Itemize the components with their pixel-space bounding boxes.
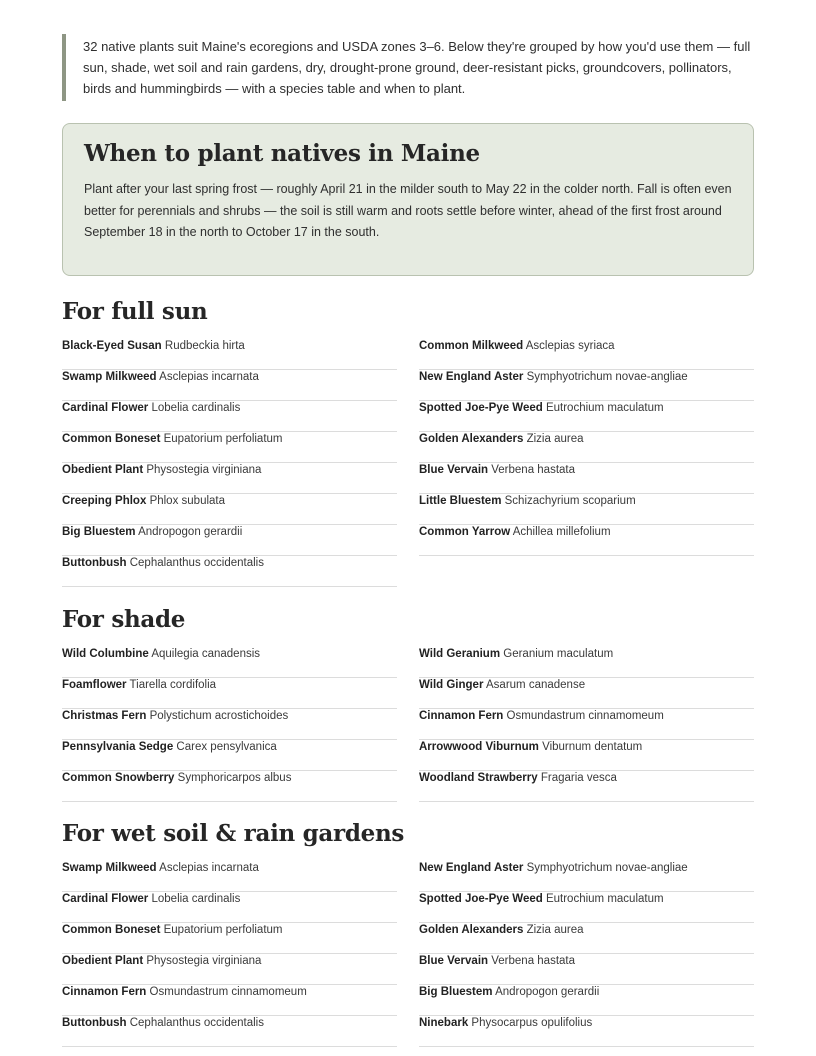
plant-latin-name: Carex pensylvanica: [176, 741, 277, 753]
plant-latin-name: Verbena hastata: [491, 955, 576, 967]
plant-latin-name: Asarum canadense: [486, 679, 586, 691]
plant-common-name: Buttonbush: [62, 1017, 127, 1029]
plant-common-name: Obedient Plant: [62, 464, 144, 476]
plant-common-name: Wild Geranium: [419, 648, 501, 660]
plant-latin-name: Cephalanthus occidentalis: [129, 557, 264, 569]
plant-common-name: Spotted Joe-Pye Weed: [419, 402, 543, 414]
plant-latin-name: Symphoricarpos albus: [177, 772, 292, 784]
plant-item: [419, 401, 754, 432]
plant-item: [62, 771, 397, 802]
plant-item: [62, 556, 397, 587]
section-shade: [62, 606, 754, 802]
plant-common-name: New England Aster: [419, 862, 524, 874]
plant-common-name: New England Aster: [419, 371, 524, 383]
plant-column-right: [419, 339, 754, 587]
plant-latin-name: Geranium maculatum: [503, 648, 614, 660]
plant-latin-name: Aquilegia canadensis: [151, 648, 261, 660]
plant-item: [62, 339, 397, 370]
plant-latin-name: Eutrochium maculatum: [545, 893, 664, 905]
plant-column-left: [62, 647, 397, 802]
plant-latin-name: Symphyotrichum novae-angliae: [526, 371, 688, 383]
plant-latin-name: Andropogon gerardii: [138, 526, 243, 538]
planting-time-callout: [62, 123, 754, 276]
plant-item: [62, 494, 397, 525]
plant-latin-name: Cephalanthus occidentalis: [129, 1017, 264, 1029]
plant-common-name: Wild Columbine: [62, 648, 149, 660]
plant-item: [419, 954, 754, 985]
plant-common-name: Big Bluestem: [62, 526, 136, 538]
plant-common-name: Ninebark: [419, 1017, 469, 1029]
plant-column-right: [419, 647, 754, 802]
plant-item: [62, 370, 397, 401]
plant-latin-name: Polystichum acrostichoides: [149, 710, 289, 722]
plant-common-name: Blue Vervain: [419, 464, 489, 476]
plant-common-name: Common Snowberry: [62, 772, 175, 784]
plant-item: [419, 740, 754, 771]
plant-item: [419, 985, 754, 1016]
plant-item: [419, 432, 754, 463]
plant-item: [62, 463, 397, 494]
plant-common-name: Common Boneset: [62, 433, 161, 445]
plant-item: [419, 494, 754, 525]
plant-common-name: Arrowwood Viburnum: [419, 741, 539, 753]
plant-common-name: Christmas Fern: [62, 710, 147, 722]
plant-latin-name: Physostegia virginiana: [146, 464, 262, 476]
plant-item: [419, 923, 754, 954]
planting-time-heading: When to plant natives in Maine: [84, 140, 480, 167]
plant-item: [62, 709, 397, 740]
plant-common-name: Creeping Phlox: [62, 495, 147, 507]
plant-common-name: Black-Eyed Susan: [62, 340, 162, 352]
intro-text: 32 native plants suit Maine's ecoregions and USDA zones 3–6. Below they're grouped by how you'd use them — full sun, shade, wet soil and rain gardens, dry, drought-prone ground, deer-resistant picks, groundcovers, pollinators, birds and hummingbirds — with a species table and when to plant.: [83, 39, 751, 96]
plant-common-name: Swamp Milkweed: [62, 371, 157, 383]
plant-common-name: Little Bluestem: [419, 495, 502, 507]
plant-item: [62, 1016, 397, 1047]
plant-item: [62, 985, 397, 1016]
plant-item: [419, 370, 754, 401]
section-full-sun: [62, 298, 754, 587]
plant-latin-name: Zizia aurea: [526, 433, 584, 445]
plant-item: [62, 525, 397, 556]
plant-common-name: Wild Ginger: [419, 679, 484, 691]
plant-item: [62, 432, 397, 463]
plant-latin-name: Viburnum dentatum: [542, 741, 643, 753]
plant-item: [419, 525, 754, 556]
plant-list: [62, 647, 754, 802]
plant-latin-name: Andropogon gerardii: [495, 986, 600, 998]
plant-common-name: Buttonbush: [62, 557, 127, 569]
section-heading: For shade: [62, 606, 186, 633]
plant-common-name: Big Bluestem: [419, 986, 493, 998]
plant-latin-name: Symphyotrichum novae-angliae: [526, 862, 688, 874]
plant-latin-name: Eupatorium perfoliatum: [163, 924, 283, 936]
plant-item: [62, 923, 397, 954]
plant-item: [419, 647, 754, 678]
plant-item: [62, 647, 397, 678]
plant-latin-name: Rudbeckia hirta: [164, 340, 245, 352]
plant-latin-name: Zizia aurea: [526, 924, 584, 936]
plant-item: [62, 892, 397, 923]
plant-item: [419, 678, 754, 709]
plant-common-name: Blue Vervain: [419, 955, 489, 967]
plant-item: [62, 740, 397, 771]
plant-item: [419, 861, 754, 892]
plant-item: [62, 954, 397, 985]
intro-blockquote: [62, 34, 754, 101]
plant-common-name: Swamp Milkweed: [62, 862, 157, 874]
plant-item: [62, 861, 397, 892]
plant-list: [62, 861, 754, 1047]
section-wet-soil: [62, 820, 754, 1047]
plant-latin-name: Phlox subulata: [149, 495, 226, 507]
plant-latin-name: Schizachyrium scoparium: [504, 495, 636, 507]
plant-item: [419, 463, 754, 494]
planting-time-text: Plant after your last spring frost — roughly April 21 in the milder south to May 22 in the colder north. Fall is often even better for perennials and shrubs — the soil is still warm and roots settle before winter, ahead of the first frost around September 18 in the north to October 17 in the south.: [84, 182, 732, 239]
plant-common-name: Golden Alexanders: [419, 924, 524, 936]
plant-common-name: Foamflower: [62, 679, 127, 691]
plant-latin-name: Osmundastrum cinnamomeum: [149, 986, 307, 998]
plant-latin-name: Eupatorium perfoliatum: [163, 433, 283, 445]
plant-common-name: Golden Alexanders: [419, 433, 524, 445]
plant-latin-name: Asclepias syriaca: [525, 340, 615, 352]
plant-item: [62, 401, 397, 432]
plant-latin-name: Lobelia cardinalis: [151, 402, 241, 414]
plant-latin-name: Osmundastrum cinnamomeum: [506, 710, 664, 722]
plant-latin-name: Fragaria vesca: [540, 772, 617, 784]
plant-latin-name: Tiarella cordifolia: [129, 679, 217, 691]
plant-item: [419, 771, 754, 802]
plant-common-name: Common Yarrow: [419, 526, 511, 538]
plant-latin-name: Physocarpus opulifolius: [471, 1017, 593, 1029]
plant-common-name: Spotted Joe-Pye Weed: [419, 893, 543, 905]
plant-common-name: Pennsylvania Sedge: [62, 741, 174, 753]
plant-column-left: [62, 339, 397, 587]
plant-latin-name: Lobelia cardinalis: [151, 893, 241, 905]
plant-common-name: Cardinal Flower: [62, 402, 149, 414]
plant-item: [419, 709, 754, 740]
plant-latin-name: Achillea millefolium: [512, 526, 611, 538]
plant-common-name: Cinnamon Fern: [419, 710, 504, 722]
plant-common-name: Common Boneset: [62, 924, 161, 936]
plant-column-left: [62, 861, 397, 1047]
plant-item: [419, 1016, 754, 1047]
plant-column-right: [419, 861, 754, 1047]
plant-item: [419, 339, 754, 370]
plant-latin-name: Verbena hastata: [491, 464, 576, 476]
plant-item: [419, 892, 754, 923]
plant-common-name: Woodland Strawberry: [419, 772, 538, 784]
section-heading: For wet soil & rain gardens: [62, 820, 405, 847]
plant-latin-name: Asclepias incarnata: [159, 862, 259, 874]
section-heading: For full sun: [62, 298, 208, 325]
plant-latin-name: Asclepias incarnata: [159, 371, 259, 383]
article-page: [62, 0, 754, 1029]
plant-common-name: Common Milkweed: [419, 340, 524, 352]
plant-list: [62, 339, 754, 587]
plant-common-name: Cardinal Flower: [62, 893, 149, 905]
plant-latin-name: Eutrochium maculatum: [545, 402, 664, 414]
plant-item: [62, 678, 397, 709]
plant-common-name: Obedient Plant: [62, 955, 144, 967]
plant-latin-name: Physostegia virginiana: [146, 955, 262, 967]
plant-common-name: Cinnamon Fern: [62, 986, 147, 998]
